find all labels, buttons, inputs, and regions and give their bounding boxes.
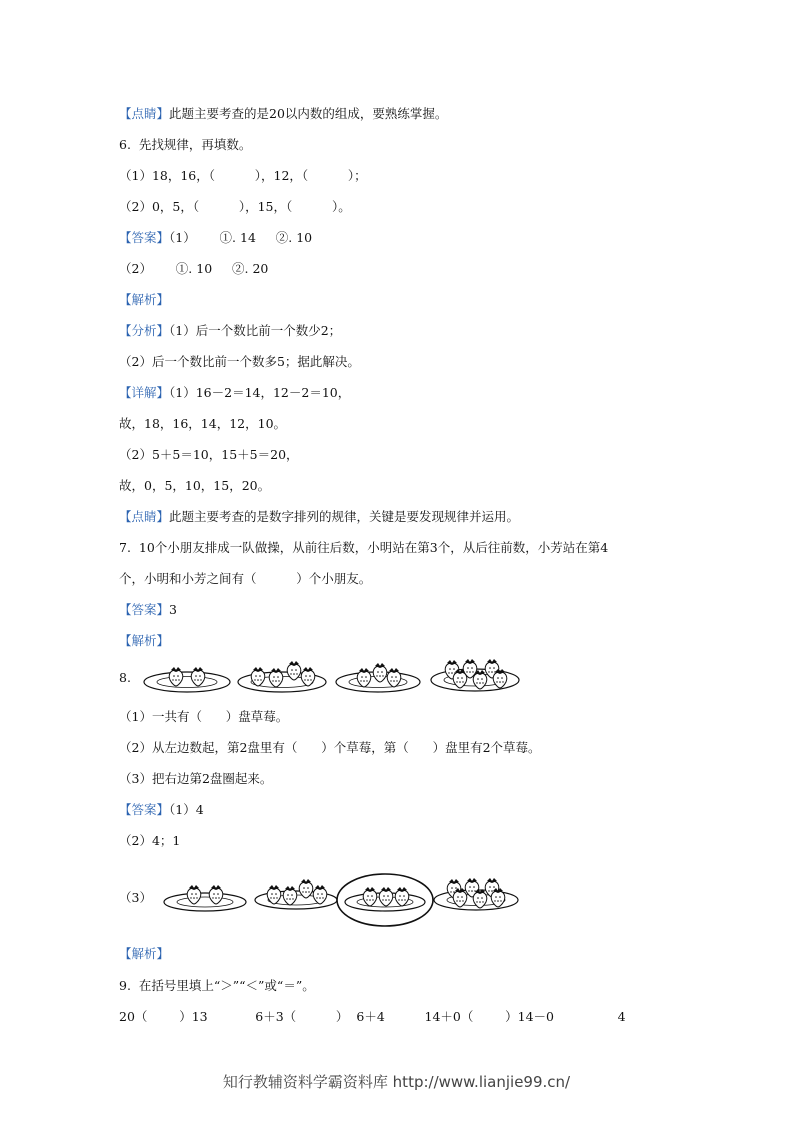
- q8-answer-2: （2）4；1: [119, 833, 181, 848]
- strawberry-plates-answer-figure: [160, 868, 525, 928]
- jiexi-tag: 【解析】: [119, 946, 170, 961]
- q6-analysis-2: （2）后一个数比前一个数多5；据此解决。: [119, 354, 360, 369]
- q6-answer-1: 【答案】（1） ①. 14 ②. 10: [119, 230, 313, 245]
- q6-conclusion-1: 故，18，16，14，12，10。: [119, 416, 287, 431]
- question-6: 6. 先找规律，再填数。: [119, 137, 252, 152]
- plate-3: [336, 663, 420, 692]
- answer-tag: 【答案】: [119, 602, 170, 617]
- q6-detail-2: （2）5＋5＝10，15＋5＝20，: [119, 447, 299, 462]
- footer-watermark: 知行教辅资料学霸资料库 http://www.lianjie99.cn/: [222, 1073, 571, 1091]
- question-7-line-2: 个，小明和小芳之间有（ ）个小朋友。: [119, 571, 372, 586]
- q6-part-1: （1）18，16，（ ），12，（ ）；: [119, 168, 367, 183]
- q6-part-2: （2）0，5，（ ），15，（ ）。: [119, 199, 351, 214]
- q6-analysis-1: 【分析】（1）后一个数比前一个数少2；: [119, 323, 342, 338]
- dianjing-line-1: 【点睛】此题主要考查的是20以内数的组成，要熟练掌握。: [119, 106, 448, 121]
- question-7-line-1: 7. 10个小朋友排成一队做操，从前往后数，小明站在第3个，从后往前数，小芳站在第4: [119, 540, 609, 555]
- answer-plate-4: [434, 878, 518, 910]
- q8-part-2: （2）从左边数起，第2盘里有（ ）个草莓，第（ ）盘里有2个草莓。: [119, 740, 541, 755]
- answer-tag: 【答案】: [119, 802, 170, 817]
- q6-conclusion-2: 故，0，5，10，15，20。: [119, 478, 271, 493]
- q6-detail-1: 【详解】（1）16－2＝14，12－2＝10，: [119, 385, 351, 400]
- jiexi-tag: 【解析】: [119, 633, 170, 648]
- q7-answer: 【答案】3: [119, 602, 177, 617]
- q8-answer-3: （3）: [119, 890, 152, 905]
- q6-answer-2: （2） ①. 10 ②. 20: [119, 261, 269, 276]
- q8-answer-1: 【答案】（1）4: [119, 802, 204, 817]
- jiexi-tag: 【解析】: [119, 292, 170, 307]
- q8-part-1: （1）一共有（ ）盘草莓。: [119, 709, 289, 724]
- question-8: 8.: [119, 670, 131, 685]
- dianjing-tag: 【点睛】: [119, 509, 170, 524]
- plate-1: [144, 667, 230, 692]
- dianjing-tag: 【点睛】: [119, 106, 170, 121]
- q8-part-3: （3）把右边第2盘圈起来。: [119, 771, 273, 786]
- question-9: 9. 在括号里填上“＞”“＜”或“＝”。: [119, 978, 315, 993]
- plate-2: [238, 661, 326, 692]
- fenxi-tag: 【分析】: [119, 323, 170, 338]
- xiangjie-tag: 【详解】: [119, 385, 170, 400]
- answer-plate-2: [255, 879, 337, 909]
- q9-row: 20（ ）13 6＋3（ ） 6＋4 14＋0（ ）14－0 4: [119, 1009, 626, 1024]
- answer-tag: 【答案】: [119, 230, 170, 245]
- strawberry-plates-figure: [140, 656, 530, 698]
- plate-4: [431, 659, 519, 691]
- answer-plate-1: [164, 885, 246, 911]
- q6-dianjing: 【点睛】此题主要考查的是数字排列的规律，关键是要发现规律并运用。: [119, 509, 520, 524]
- answer-plate-3-circled: [337, 874, 433, 926]
